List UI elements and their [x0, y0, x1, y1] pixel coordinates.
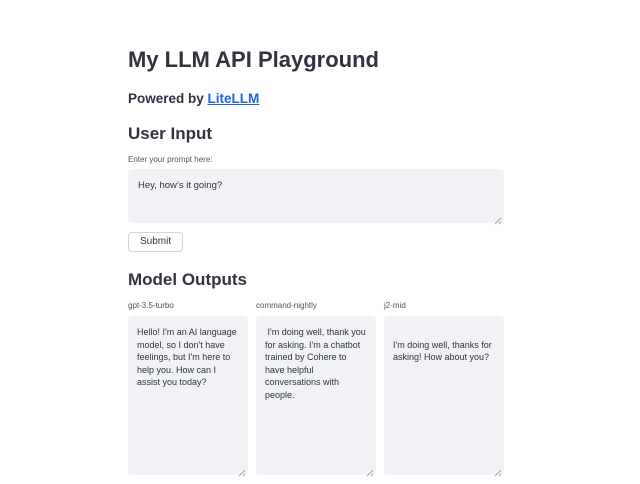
prompt-field-wrap: [128, 169, 504, 223]
prompt-label: Enter your prompt here:: [128, 154, 213, 164]
prompt-input[interactable]: [128, 169, 504, 223]
output-column-command-nightly: [256, 301, 376, 475]
powered-by-line: [128, 91, 504, 106]
model-name-label: j2-mid: [384, 301, 406, 311]
powered-by-text: Powered by: [128, 90, 208, 106]
resize-handle-icon[interactable]: [493, 212, 502, 221]
user-input-heading: User Input: [128, 123, 213, 143]
submit-button[interactable]: Submit: [128, 232, 183, 252]
output-field-wrap: [384, 316, 504, 475]
litellm-link[interactable]: LiteLLM: [207, 90, 260, 106]
output-column-j2-mid: [384, 301, 504, 475]
model-output-command-nightly[interactable]: [256, 316, 376, 475]
model-outputs-row: [128, 301, 504, 475]
model-output-j2-mid[interactable]: [384, 316, 504, 475]
model-name-label: gpt-3.5-turbo: [128, 301, 174, 311]
page-title: My LLM API Playground: [128, 47, 379, 72]
model-name-label: command-nightly: [256, 301, 317, 311]
model-outputs-heading: Model Outputs: [128, 269, 247, 289]
resize-handle-icon[interactable]: [493, 464, 502, 473]
resize-handle-icon[interactable]: [365, 464, 374, 473]
output-field-wrap: [256, 316, 376, 475]
model-output-gpt-3-5-turbo[interactable]: [128, 316, 248, 475]
output-column-gpt-3-5-turbo: [128, 301, 248, 475]
main-content: [128, 46, 504, 475]
output-field-wrap: [128, 316, 248, 475]
resize-handle-icon[interactable]: [237, 464, 246, 473]
